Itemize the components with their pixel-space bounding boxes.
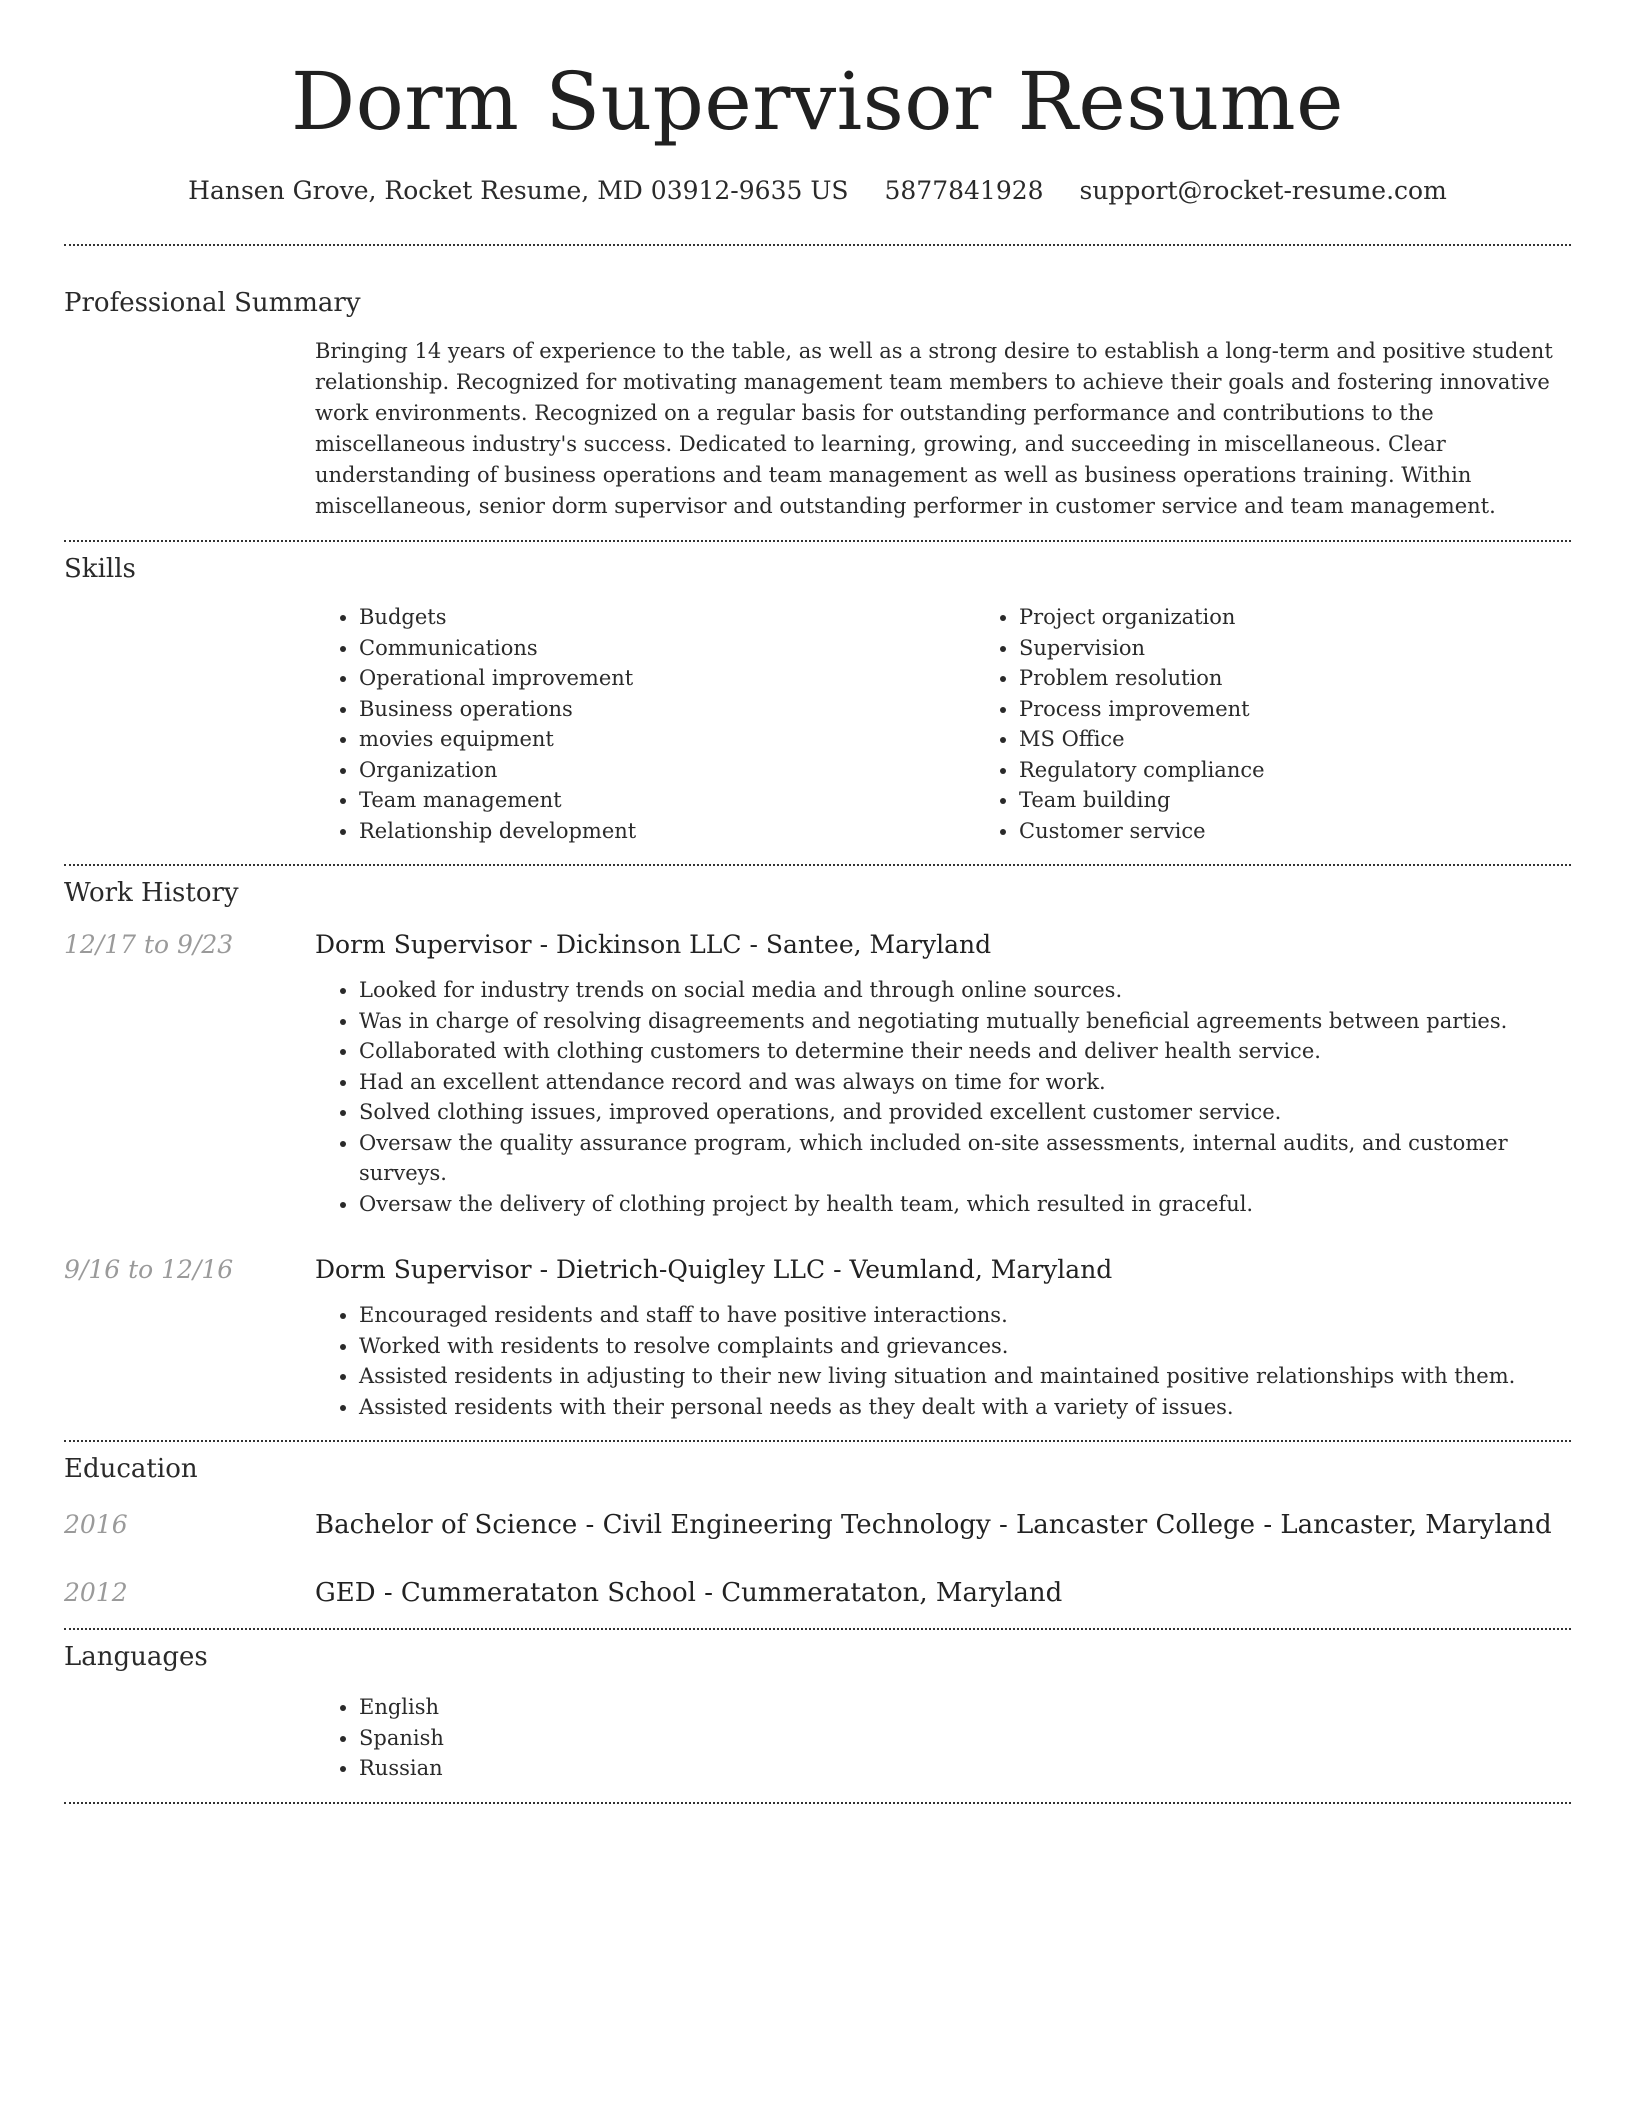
education-entry [64,1576,1571,1610]
skills-list-left [315,602,975,846]
skills-section [64,554,1571,846]
skill-item: • Project organization [1019,602,1632,633]
job-bullet: • Solved clothing issues, improved operations, and provided excellent customer service. [359,1097,1571,1128]
skill-item: • movies equipment [359,724,975,755]
divider [64,244,1571,246]
divider [64,1802,1571,1804]
job-bullet: • Oversaw the quality assurance program, which included on-site assessments, internal audits, and customer surveys. [359,1128,1571,1189]
job-title: Dorm Supervisor - Dietrich-Quigley LLC - Veumland, Maryland [315,1255,1113,1284]
skill-item: • Operational improvement [359,663,975,694]
work-history-section [64,878,1571,1422]
job-title: Dorm Supervisor - Dickinson LLC - Santee, Maryland [315,930,992,959]
job-bullet: • Was in charge of resolving disagreements and negotiating mutually beneficial agreements between parties. [359,1006,1571,1037]
languages-list [315,1692,1571,1784]
job-dates: 12/17 to 9/23 [64,930,234,959]
education-title: GED - Cummerataton School - Cummerataton, Maryland [315,1578,1063,1608]
skill-item: • Customer service [1019,816,1632,847]
divider [64,540,1571,542]
job-dates: 9/16 to 12/16 [64,1255,234,1284]
summary-section [64,288,1571,522]
contact-email: support@rocket-resume.com [1079,176,1447,205]
skill-item: • Communications [359,633,975,664]
job-bullet: • Assisted residents with their personal needs as they dealt with a variety of issues. [359,1392,1571,1423]
job-bullet: • Collaborated with clothing customers to determine their needs and deliver health service. [359,1036,1571,1067]
language-item: • Spanish [359,1723,1571,1754]
skill-item: • Problem resolution [1019,663,1632,694]
education-year: 2016 [64,1510,128,1539]
job-bullet: • Looked for industry trends on social media and through online sources. [359,975,1571,1006]
resume-page [64,0,1571,1804]
language-item: • English [359,1692,1571,1723]
section-heading-summary: Professional Summary [64,288,361,318]
job-bullet: • Encouraged residents and staff to have positive interactions. [359,1300,1571,1331]
section-heading-languages: Languages [64,1642,208,1672]
job-bullets [315,1300,1571,1422]
skill-item: • MS Office [1019,724,1632,755]
language-item: • Russian [359,1753,1571,1784]
job-bullet: • Oversaw the delivery of clothing project by health team, which resulted in graceful. [359,1189,1571,1220]
skill-item: • Business operations [359,694,975,725]
skill-item: • Team management [359,785,975,816]
contact-line [64,174,1571,208]
job-entry [64,928,1571,1219]
skill-item: • Team building [1019,785,1632,816]
section-heading-skills: Skills [64,554,136,584]
job-bullet: • Worked with residents to resolve complaints and grievances. [359,1331,1571,1362]
section-heading-work: Work History [64,878,239,908]
education-section [64,1454,1571,1610]
resume-title: Dorm Supervisor Resume [291,55,1344,148]
skill-item: • Regulatory compliance [1019,755,1632,786]
summary-text: Bringing 14 years of experience to the table, as well as a strong desire to establish a long-term and positive student relationship. Recognized for motivating management team members to achieve their goals and fostering innovative work environments. Recognized on a regular basis for outstanding performance and contributions to the miscellaneous industry's success. Dedicated to learning, growing, and succeeding in miscellaneous. Clear understanding of business operations and team management as well as business operations training. Within miscellaneous, senior dorm supervisor and outstanding performer in customer service and team management. [315,339,1553,518]
skill-item: • Supervision [1019,633,1632,664]
contact-address: Hansen Grove, Rocket Resume, MD 03912-9635 US [188,176,849,205]
divider [64,1628,1571,1630]
divider [64,864,1571,866]
education-year: 2012 [64,1578,128,1607]
skill-item: • Organization [359,755,975,786]
divider [64,1440,1571,1442]
skill-item: • Relationship development [359,816,975,847]
education-title: Bachelor of Science - Civil Engineering Technology - Lancaster College - Lancaster, Maryland [315,1510,1552,1540]
skill-item: • Process improvement [1019,694,1632,725]
section-heading-education: Education [64,1454,198,1484]
job-bullet: • Assisted residents in adjusting to their new living situation and maintained positive relationships with them. [359,1361,1571,1392]
job-bullet: • Had an excellent attendance record and was always on time for work. [359,1067,1571,1098]
job-bullets [315,975,1571,1219]
contact-phone: 5877841928 [884,176,1044,205]
languages-section [64,1642,1571,1784]
skills-list-right [975,602,1632,846]
job-entry [64,1253,1571,1422]
education-entry [64,1508,1571,1542]
skill-item: • Budgets [359,602,975,633]
